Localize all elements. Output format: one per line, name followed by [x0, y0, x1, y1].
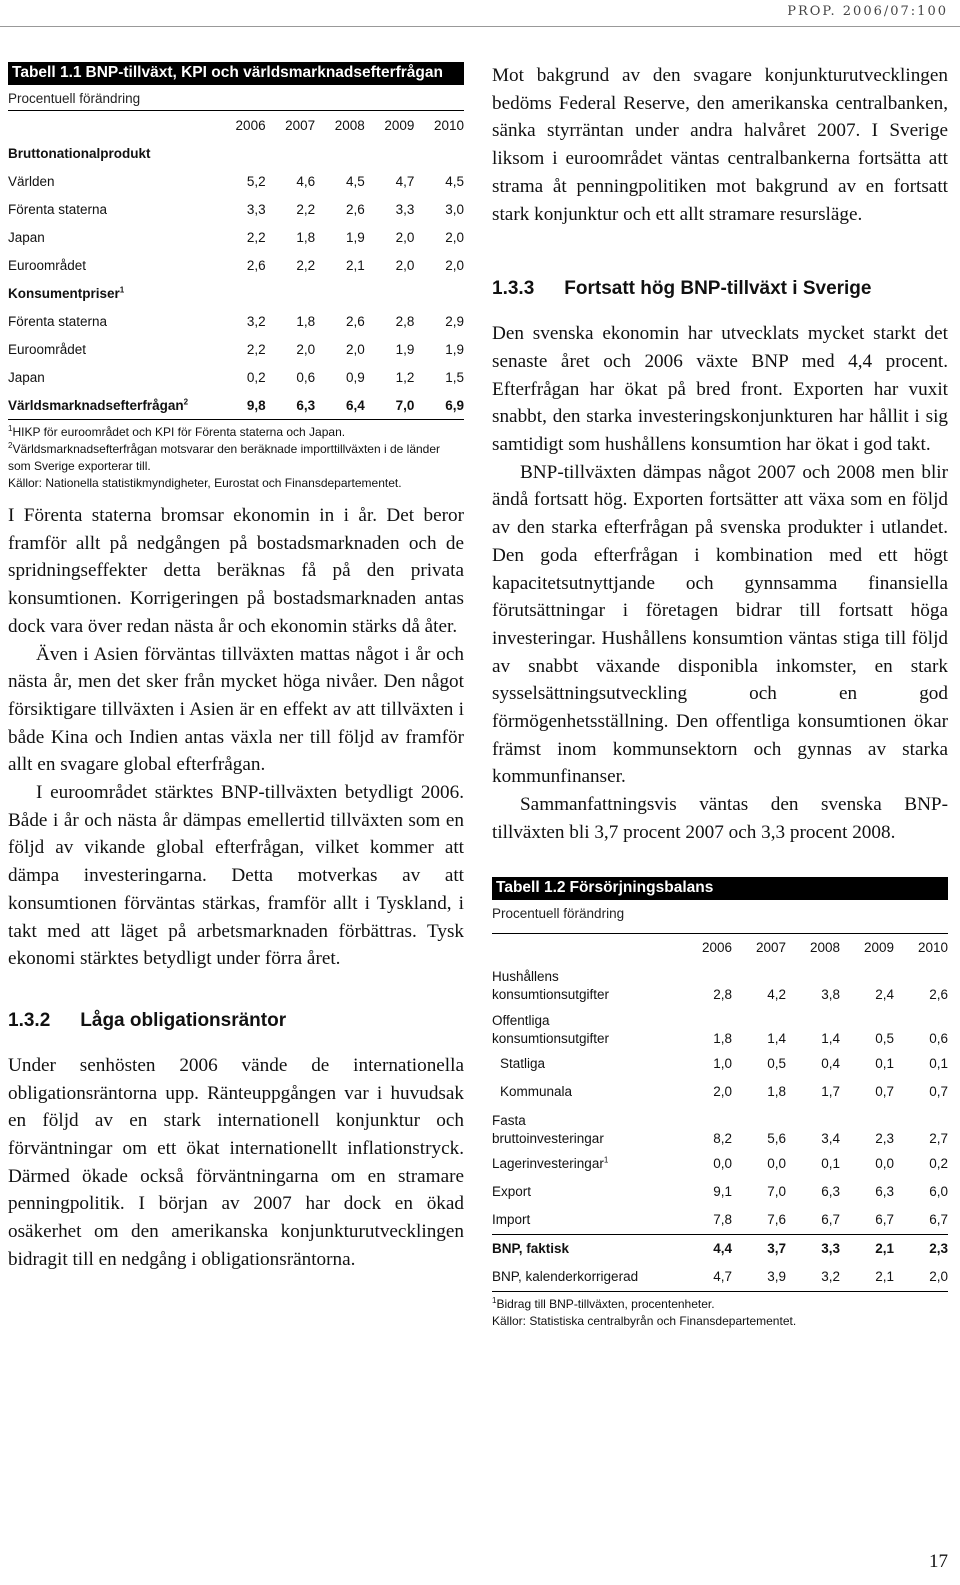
row-label: Import — [492, 1212, 531, 1228]
year-header: 2006 — [235, 117, 266, 133]
value-cell: 2,0 — [346, 341, 365, 357]
table-row — [492, 1150, 948, 1178]
value-cell: 6,7 — [929, 1212, 948, 1228]
footnote-marker: 1 — [603, 1155, 609, 1165]
value-cell: 3,3 — [395, 201, 415, 217]
value-cell: 0,1 — [929, 1056, 948, 1072]
header-blank — [8, 111, 216, 139]
value-cell: 2,3 — [894, 1234, 948, 1263]
value-cell: 2,0 — [445, 229, 464, 245]
value-cell: 2,8 — [713, 987, 732, 1003]
row-label: konsumtionsutgifter — [492, 1031, 610, 1047]
section-number: 1.3.2 — [8, 1009, 51, 1031]
value-cell: 1,5 — [445, 369, 464, 385]
row-label: Förenta staterna — [8, 201, 108, 217]
table-2-notes — [492, 1296, 948, 1330]
footnote-marker: 2 — [8, 441, 13, 450]
section-heading-row — [8, 279, 464, 307]
value-cell: 8,2 — [713, 1131, 732, 1147]
footnote — [492, 1296, 948, 1313]
row-label-line1: Hushållens — [492, 968, 559, 984]
footnote-marker: 1 — [119, 285, 125, 294]
table-row-label-line — [492, 962, 948, 984]
row-label: Världsmarknadsefterfrågan$^2$ — [8, 391, 216, 420]
value-cell: 2,1 — [346, 257, 365, 273]
value-cell: 1,0 — [713, 1056, 732, 1072]
year-header: 2010 — [433, 117, 464, 133]
year-header: 2008 — [809, 940, 840, 956]
value-cell: 3,2 — [246, 313, 266, 329]
left-body-text — [8, 502, 464, 973]
value-cell: 0,1 — [875, 1056, 894, 1072]
table-row — [8, 195, 464, 223]
footnote — [492, 1313, 948, 1330]
value-cell: 6,3 — [875, 1184, 894, 1200]
year-header: 2006 — [701, 940, 732, 956]
value-cell: 1,9 — [445, 341, 464, 357]
row-label: Kommunala — [500, 1084, 573, 1100]
table-1-notes — [8, 424, 464, 492]
section-number: 1.3.3 — [492, 278, 535, 300]
value-cell: 2,9 — [445, 313, 464, 329]
row-label: Förenta staterna — [8, 313, 108, 329]
value-cell: 3,3 — [246, 201, 266, 217]
header-blank — [492, 934, 678, 962]
document-reference: PROP. 2006/07:100 — [787, 4, 948, 19]
value-cell: 1,9 — [395, 341, 415, 357]
row-label: Lagerinvesteringar$^1$ — [492, 1155, 609, 1172]
row-label: Japan — [8, 369, 45, 385]
value-cell: 7,8 — [713, 1212, 732, 1228]
value-cell: 2,2 — [246, 341, 266, 357]
value-cell: 3,9 — [732, 1263, 786, 1292]
value-cell: 6,0 — [929, 1184, 948, 1200]
row-label-line1: Offentliga — [492, 1012, 550, 1028]
value-cell: 2,0 — [395, 257, 415, 273]
table-row — [8, 307, 464, 335]
table-row — [8, 167, 464, 195]
value-cell: 7,6 — [767, 1212, 786, 1228]
year-header: 2008 — [334, 117, 365, 133]
section-1-3-3-text — [492, 320, 948, 846]
value-cell: 6,7 — [821, 1212, 840, 1228]
year-header: 2009 — [863, 940, 894, 956]
value-cell: 4,5 — [346, 173, 365, 189]
footnote-text: Världsmarknadsefterfrågan motsvarar den beräknade importtillväxten i de länder som Sverige exporterar till. — [8, 442, 441, 473]
value-cell: 1,8 — [767, 1084, 786, 1100]
paragraph: I euroområdet stärktes BNP-tillväxten betydligt 2006. Både i år och nästa år dämpas emellertid tillväxten som en följd av vikande global efterfrågan, vilket kommer att dämpa investeringarna. Detta motverkas av att konsumtionen förväntas stärkas, framför allt i Tyskland, i takt med att läget på arbetsmarknaden förbättras. Tysk ekonomi stärktes betydligt under förra året. — [8, 782, 464, 970]
section-1-3-2-text — [8, 1052, 464, 1274]
row-label: Världen — [8, 173, 55, 189]
table-1 — [8, 111, 464, 420]
value-cell: 2,6 — [346, 313, 365, 329]
value-cell: 0,1 — [821, 1156, 840, 1172]
value-cell: 6,9 — [414, 391, 464, 420]
value-cell: 7,0 — [365, 391, 415, 420]
value-cell: 3,7 — [732, 1234, 786, 1263]
value-cell: 2,6 — [246, 257, 266, 273]
value-cell: 2,3 — [875, 1131, 894, 1147]
table-2-title: Försörjningsbalans — [569, 878, 714, 896]
table-row — [492, 1050, 948, 1078]
paragraph: I Förenta staterna bromsar ekonomin in i år. Det beror framför allt på nedgången på bostadsmarknaden och de spridningseffekter detta beräknas få på den privata konsumtionen. Korrigeringen på bostadsmarknaden antas dock vara över redan nästa år och ekonomin stärks då åter. — [8, 505, 464, 637]
value-cell: 6,7 — [875, 1212, 894, 1228]
row-label: Japan — [8, 229, 45, 245]
footnote — [8, 424, 464, 441]
footnote-text: Källor: Nationella statistikmyndigheter, Eurostat och Finansdepartementet. — [8, 476, 402, 490]
footnote — [8, 475, 464, 492]
row-label: Euroområdet — [8, 257, 87, 273]
value-cell: 3,4 — [821, 1131, 840, 1147]
row-label: BNP, faktisk — [492, 1234, 678, 1263]
table-2-subtitle: Procentuell förändring — [492, 905, 625, 921]
table-row-bnp-faktisk — [492, 1234, 948, 1263]
row-label-line1: Fasta — [492, 1112, 526, 1128]
table-row-label-line — [492, 1006, 948, 1028]
value-cell: 0,5 — [767, 1056, 786, 1072]
value-cell: 2,2 — [296, 257, 316, 273]
footnote-marker: 2 — [183, 397, 189, 406]
value-cell: 0,2 — [929, 1156, 948, 1172]
paragraph: BNP-tillväxten dämpas något 2007 och 2008 men blir ändå fortsatt hög. Exporten fortsätter att växa som en följd av den starka efterfrågan på svenska produkter i utlandet. Den goda efterfrågan i kombination med ett högt kapacitetsutnyttjande och gynnsamma finansiella förutsättningar i företagen bidrar till fortsatt höga investeringar. Hushållens konsumtion väntas stiga till följd av snabbt växande disponibla inkomster, en stark sysselsättningsutveckling och en god förmögenhetsställning. Den offentliga konsumtionen ökar främst inom kommunsektorn och gynnas av starka kommunfinanser. — [492, 461, 948, 788]
value-cell: 2,0 — [395, 229, 415, 245]
value-cell: 2,0 — [445, 257, 464, 273]
value-cell: 6,3 — [266, 391, 316, 420]
year-header: 2007 — [285, 117, 316, 133]
footnote-text: HIKP för euroområdet och KPI för Förenta staterna och Japan. — [12, 425, 346, 439]
value-cell: 7,0 — [767, 1184, 786, 1200]
table-row — [8, 363, 464, 391]
value-cell: 2,7 — [929, 1131, 948, 1147]
value-cell: 1,2 — [395, 369, 415, 385]
value-cell: 2,6 — [346, 201, 365, 217]
row-label: Euroområdet — [8, 341, 87, 357]
value-cell: 0,0 — [875, 1156, 894, 1172]
table-2 — [492, 934, 948, 1292]
row-label: Export — [492, 1184, 532, 1200]
table-row — [492, 1206, 948, 1235]
value-cell: 6,4 — [315, 391, 365, 420]
value-cell: 4,7 — [678, 1263, 732, 1292]
row-label: Statliga — [500, 1056, 546, 1072]
table-row — [8, 335, 464, 363]
value-cell: 0,6 — [929, 1031, 948, 1047]
table-row — [492, 1028, 948, 1050]
row-label: bruttoinvesteringar — [492, 1131, 604, 1147]
section-heading-1-3-3 — [492, 278, 948, 300]
table-1-subtitle: Procentuell förändring — [8, 91, 141, 106]
year-header: 2007 — [755, 940, 786, 956]
value-cell: 4,6 — [296, 173, 316, 189]
value-cell: 2,2 — [296, 201, 316, 217]
right-body-text — [492, 62, 948, 228]
table-header-row — [8, 111, 464, 139]
value-cell: 2,2 — [246, 229, 266, 245]
value-cell: 4,2 — [767, 987, 786, 1003]
value-cell: 0,0 — [713, 1156, 732, 1172]
table-2-block — [492, 877, 948, 1330]
value-cell: 1,8 — [296, 313, 316, 329]
value-cell: 2,0 — [894, 1263, 948, 1292]
value-cell: 4,5 — [445, 173, 464, 189]
value-cell: 9,8 — [216, 391, 266, 420]
value-cell: 2,0 — [296, 341, 316, 357]
section-title: Låga obligationsräntor — [80, 1009, 287, 1031]
value-cell: 0,9 — [346, 369, 365, 385]
paragraph: Den svenska ekonomin har utvecklats mycket starkt det senaste året och 2006 växte BNP med 4,4 procent. Efterfrågan har ökat på bred front. Exporten har vuxit snabbt, den starka investeringskonjunkturen har hållit i sig samtidigt som hushållens konsumtion har ökat i god takt. — [492, 323, 948, 456]
value-cell: 4,4 — [678, 1234, 732, 1263]
value-cell: 2,4 — [875, 987, 894, 1003]
value-cell: 5,6 — [767, 1131, 786, 1147]
value-cell: 0,7 — [929, 1084, 948, 1100]
page-number: 17 — [929, 1551, 948, 1572]
value-cell: 3,0 — [445, 201, 464, 217]
footnote — [8, 441, 464, 475]
value-cell: 2,1 — [840, 1234, 894, 1263]
section-heading: Bruttonationalprodukt — [8, 145, 151, 161]
value-cell: 1,4 — [821, 1031, 840, 1047]
table-1-title: BNP-tillväxt, KPI och världsmarknadsefterfrågan — [85, 64, 443, 81]
value-cell: 0,7 — [875, 1084, 894, 1100]
value-cell: 1,8 — [296, 229, 316, 245]
value-cell: 2,8 — [395, 313, 415, 329]
table-row — [8, 223, 464, 251]
value-cell: 0,0 — [767, 1156, 786, 1172]
paragraph: Sammanfattningsvis väntas den svenska BNP-tillväxten bli 3,7 procent 2007 och 3,3 procent 2008. — [492, 794, 948, 843]
value-cell: 3,8 — [821, 987, 840, 1003]
value-cell: 1,9 — [346, 229, 365, 245]
paragraph: Även i Asien förväntas tillväxten mattas något i år och nästa år, men det sker från mycket höga nivåer. Den något försiktigare tillväxten i Asien är en effekt av att tillväxten i både Kina och Indien antas växla ner till följd av framför allt en svagare global efterfrågan. — [8, 643, 464, 776]
value-cell: 6,3 — [821, 1184, 840, 1200]
value-cell: 0,5 — [875, 1031, 894, 1047]
year-header: 2010 — [917, 940, 948, 956]
footnote-marker: 1 — [8, 424, 13, 433]
value-cell: 0,2 — [246, 369, 266, 385]
value-cell: 2,1 — [840, 1263, 894, 1292]
table-row — [8, 251, 464, 279]
footnote-text: Bidrag till BNP-tillväxten, procentenheter. — [496, 1296, 715, 1311]
table-2-title-bar — [492, 877, 948, 900]
value-cell: 4,7 — [395, 173, 415, 189]
value-cell: 2,0 — [713, 1084, 732, 1100]
paragraph: Mot bakgrund av den svagare konjunkturutvecklingen bedöms Federal Reserve, den amerikanska centralbanken, sänka styrräntan under andra halvåret 2007. I Sverige liksom i euroområdet väntas centralbankerna fortsätta att strama åt penningpolitiken mot bakgrund av en fortsatt stark konjunktur och ett allt stramare resursläge. — [492, 65, 948, 225]
paragraph: Under senhösten 2006 vände de internationella obligationsräntorna upp. Ränteuppgången var i huvudsak en följd av en stark internationell konjunktur och förväntningar om ett ökat internationellt inflationstryck. Därmed ökade också förväntningarna om en stramare penningpolitik. I början av 2007 har dock en ökad osäkerhet om den amerikanska konjunkturutvecklingen bidragit till en nedgång i obligationsräntorna. — [8, 1054, 464, 1270]
left-column — [8, 62, 464, 1274]
value-cell: 0,6 — [296, 369, 316, 385]
footnote-text: Källor: Statistiska centralbyrån och Finansdepartementet. — [492, 1313, 797, 1328]
value-cell: 0,4 — [821, 1056, 840, 1072]
value-cell: 1,8 — [713, 1031, 732, 1047]
row-label: BNP, kalenderkorrigerad — [492, 1263, 678, 1292]
table-row — [492, 1178, 948, 1206]
value-cell: 2,6 — [929, 987, 948, 1003]
table-row-bnp-kalenderkorrigerad — [492, 1263, 948, 1292]
value-cell: 5,2 — [246, 173, 266, 189]
table-1-title-bar — [8, 62, 464, 85]
table-row — [492, 1078, 948, 1106]
table-header-row — [492, 934, 948, 962]
section-heading-1-3-2 — [8, 1010, 464, 1032]
value-cell: 9,1 — [713, 1184, 732, 1200]
footnote-marker: 1 — [492, 1295, 497, 1305]
value-cell: 1,7 — [821, 1084, 840, 1100]
section-title: Fortsatt hög BNP-tillväxt i Sverige — [564, 278, 872, 300]
table-total-row — [8, 391, 464, 420]
value-cell: 3,2 — [786, 1263, 840, 1292]
value-cell: 3,3 — [786, 1234, 840, 1263]
value-cell: 1,4 — [767, 1031, 786, 1047]
table-row-label-line — [492, 1106, 948, 1128]
row-label: konsumtionsutgifter — [492, 987, 610, 1003]
table-row — [492, 984, 948, 1006]
section-heading-row — [8, 139, 464, 167]
table-2-label: Tabell 1.2 — [496, 878, 566, 896]
year-header: 2009 — [384, 117, 415, 133]
table-row — [492, 1128, 948, 1150]
table-1-label: Tabell 1.1 — [12, 64, 82, 81]
right-column — [492, 62, 948, 1330]
section-heading: Konsumentpriser$^1$ — [8, 285, 125, 301]
header-rule — [0, 26, 960, 27]
